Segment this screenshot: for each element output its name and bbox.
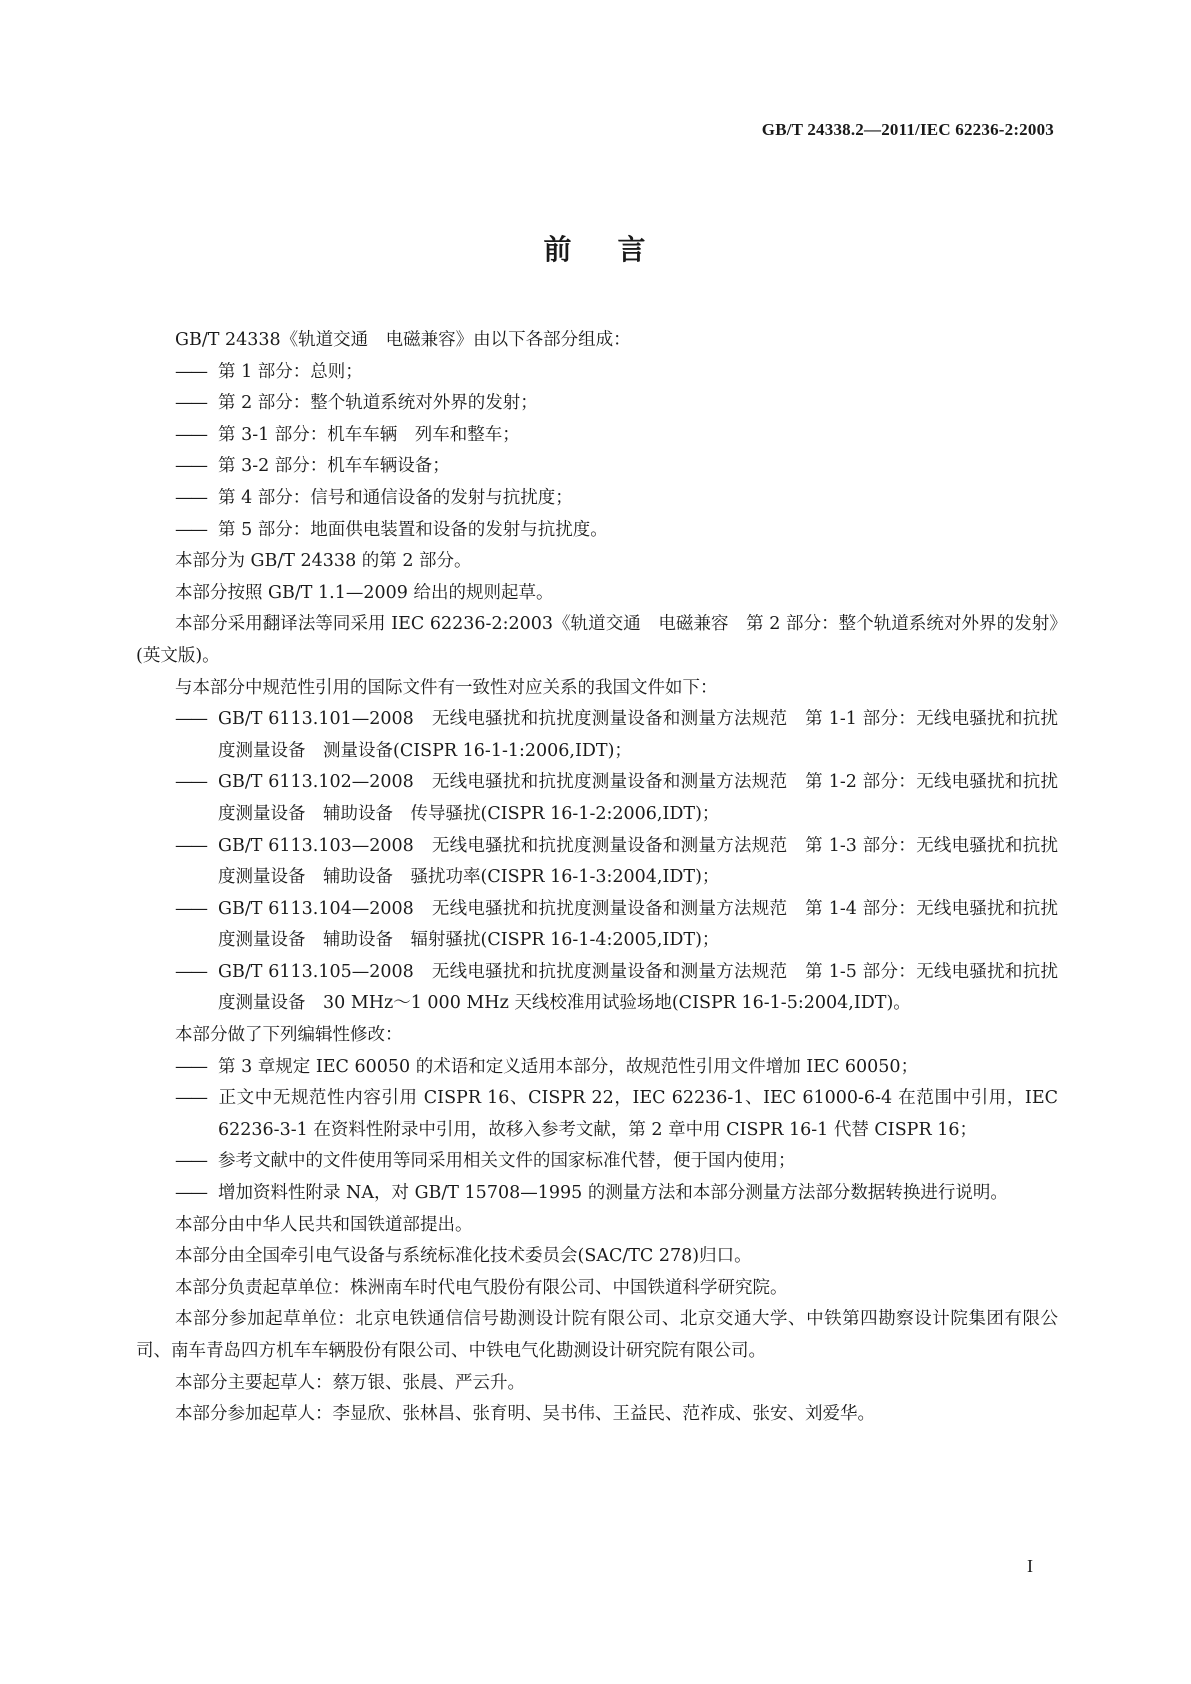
paragraph-drafting-unit: 本部分负责起草单位：株洲南车时代电气股份有限公司、中国铁道科学研究院。 [175, 1277, 788, 1298]
standard-number-header: GB/T 24338.2—2011/IEC 62236-2:2003 [761, 120, 1054, 139]
edit-item-2: —— 正文中无规范性内容引用 CISPR 16、CISPR 22，IEC 62236-1、IEC 61000-6-4 在范围中引用，IEC 62236-3-1 在资料性附录中引用，故移入参考文献，第 2 章中用 CISPR 16-1 代替 CISPR 16； [175, 1088, 1058, 1140]
reference-item-1: —— GB/T 6113.101—2008 无线电骚扰和抗扰度测量设备和测量方法规范 第 1-1 部分：无线电骚扰和抗扰度测量设备 测量设备(CISPR 16-1-1:2006,IDT)； [175, 709, 1058, 761]
edit-item-4: —— 增加资料性附录 NA，对 GB/T 15708—1995 的测量方法和本部分测量方法部分数据转换进行说明。 [175, 1183, 1008, 1204]
paragraph-committee: 本部分由全国牵引电气设备与系统标准化技术委员会(SAC/TC 278)归口。 [175, 1246, 752, 1267]
paragraph-participating-drafters: 本部分参加起草人：李显欣、张林昌、张育明、吴书伟、王益民、范祚成、张安、刘爱华。 [175, 1404, 875, 1425]
paragraph-edits: 本部分做了下列编辑性修改： [175, 1025, 403, 1046]
title-char-1: 前 [543, 233, 574, 266]
reference-item-2: —— GB/T 6113.102—2008 无线电骚扰和抗扰度测量设备和测量方法规范 第 1-2 部分：无线电骚扰和抗扰度测量设备 辅助设备 传导骚扰(CISPR 16-1-2:2006,IDT)； [175, 772, 1058, 824]
paragraph-main-drafters: 本部分主要起草人：蔡万银、张晨、严云升。 [175, 1372, 525, 1393]
reference-item-5: —— GB/T 6113.105—2008 无线电骚扰和抗扰度测量设备和测量方法规范 第 1-5 部分：无线电骚扰和抗扰度测量设备 30 MHz～1 000 MHz 天线校准用试验场地(CISPR 16-1-5:2004,IDT)。 [175, 961, 1058, 1014]
edit-item-3: —— 参考文献中的文件使用等同采用相关文件的国家标准代替，便于国内使用； [175, 1151, 796, 1172]
list-item-part-5: —— 第 5 部分：地面供电装置和设备的发射与抗扰度。 [175, 519, 608, 540]
edit-item-1: —— 第 3 章规定 IEC 60050 的术语和定义适用本部分，故规范性引用文件增加 IEC 60050； [175, 1056, 919, 1077]
list-item-part-4: —— 第 4 部分：信号和通信设备的发射与抗扰度； [175, 487, 573, 508]
paragraph-correspondence: 与本部分中规范性引用的国际文件有一致性对应关系的我国文件如下： [175, 677, 718, 698]
intro-paragraph: GB/T 24338《轨道交通 电磁兼容》由以下各部分组成： [175, 330, 631, 350]
foreword-body [136, 325, 1058, 1431]
list-item-part-2: —— 第 2 部分：整个轨道系统对外界的发射； [175, 393, 538, 414]
paragraph-part: 本部分为 GB/T 24338 的第 2 部分。 [175, 551, 472, 572]
reference-item-3: —— GB/T 6113.103—2008 无线电骚扰和抗扰度测量设备和测量方法规范 第 1-3 部分：无线电骚扰和抗扰度测量设备 辅助设备 骚扰功率(CISPR 16-1-3:2004,IDT)； [175, 835, 1058, 888]
page-title [0, 228, 1191, 268]
paragraph-participating-units: 本部分参加起草单位：北京电铁通信信号勘测设计院有限公司、北京交通大学、中铁第四勘察设计院集团有限公司、南车青岛四方机车车辆股份有限公司、中铁电气化勘测设计研究院有限公司。 [136, 1309, 1058, 1361]
paragraph-proposer: 本部分由中华人民共和国铁道部提出。 [175, 1214, 473, 1235]
title-char-2: 言 [617, 233, 648, 266]
reference-item-4: —— GB/T 6113.104—2008 无线电骚扰和抗扰度测量设备和测量方法规范 第 1-4 部分：无线电骚扰和抗扰度测量设备 辅助设备 辐射骚扰(CISPR 16-1-4:2005,IDT)； [175, 898, 1058, 951]
list-item-part-3-1: —— 第 3-1 部分：机车车辆 列车和整车； [175, 424, 520, 445]
list-item-part-3-2: —— 第 3-2 部分：机车车辆设备； [175, 456, 450, 477]
list-item-part-1: —— 第 1 部分：总则； [175, 361, 363, 382]
paragraph-adoption: 本部分采用翻译法等同采用 IEC 62236-2:2003《轨道交通 电磁兼容 第 2 部分：整个轨道系统对外界的发射》(英文版)。 [136, 614, 1058, 666]
paragraph-rules: 本部分按照 GB/T 1.1—2009 给出的规则起草。 [175, 582, 554, 603]
page-number: I [1027, 1556, 1033, 1576]
